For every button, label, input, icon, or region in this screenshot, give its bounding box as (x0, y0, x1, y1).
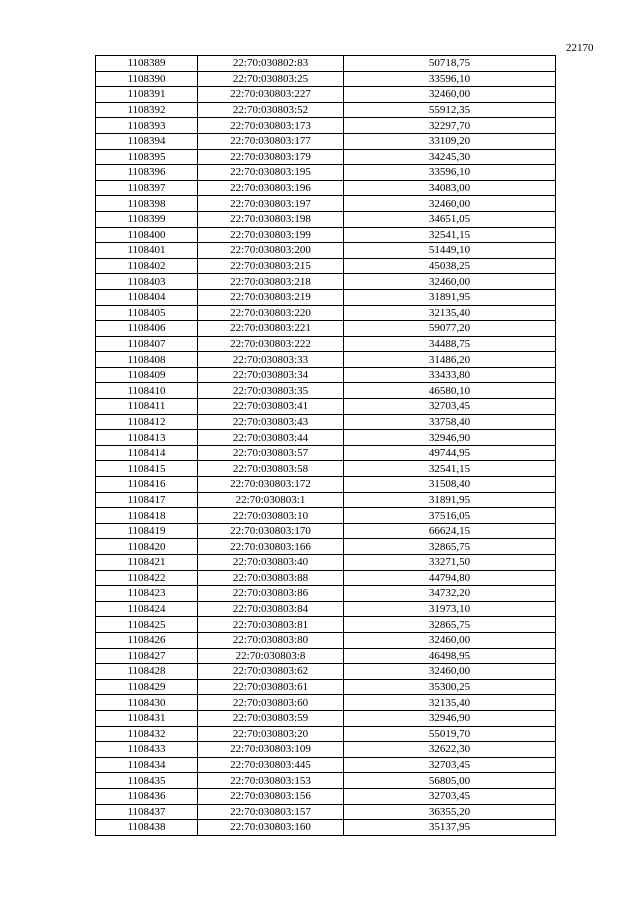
cadastral-number-cell: 22:70:030803:166 (198, 539, 344, 555)
record-number-cell: 1108424 (96, 601, 198, 617)
table-row (96, 648, 556, 664)
record-number-cell: 1108396 (96, 165, 198, 181)
record-number-cell: 1108430 (96, 695, 198, 711)
cadastral-number-cell: 22:70:030803:220 (198, 305, 344, 321)
record-number-cell: 1108418 (96, 508, 198, 524)
table-row (96, 492, 556, 508)
record-number-cell: 1108438 (96, 820, 198, 836)
cadastral-number-cell: 22:70:030803:196 (198, 180, 344, 196)
cadastral-number-cell: 22:70:030803:1 (198, 492, 344, 508)
table-row (96, 243, 556, 259)
value-cell: 32135,40 (344, 695, 556, 711)
cadastral-number-cell: 22:70:030803:197 (198, 196, 344, 212)
cadastral-number-cell: 22:70:030803:227 (198, 87, 344, 103)
cadastral-number-cell: 22:70:030803:222 (198, 336, 344, 352)
record-number-cell: 1108437 (96, 804, 198, 820)
record-number-cell: 1108406 (96, 321, 198, 337)
record-number-cell: 1108419 (96, 523, 198, 539)
value-cell: 32297,70 (344, 118, 556, 134)
value-cell: 66624,15 (344, 523, 556, 539)
records-table-body (96, 56, 556, 836)
record-number-cell: 1108413 (96, 430, 198, 446)
value-cell: 32460,00 (344, 196, 556, 212)
table-row (96, 211, 556, 227)
table-row (96, 336, 556, 352)
table-row (96, 586, 556, 602)
table-row (96, 710, 556, 726)
table-row (96, 274, 556, 290)
records-table (95, 55, 556, 836)
cadastral-number-cell: 22:70:030803:179 (198, 149, 344, 165)
table-row (96, 367, 556, 383)
table-row (96, 477, 556, 493)
cadastral-number-cell: 22:70:030803:173 (198, 118, 344, 134)
value-cell: 51449,10 (344, 243, 556, 259)
cadastral-number-cell: 22:70:030803:157 (198, 804, 344, 820)
record-number-cell: 1108412 (96, 414, 198, 430)
cadastral-number-cell: 22:70:030803:8 (198, 648, 344, 664)
record-number-cell: 1108429 (96, 679, 198, 695)
value-cell: 32865,75 (344, 617, 556, 633)
record-number-cell: 1108404 (96, 289, 198, 305)
cadastral-number-cell: 22:70:030803:88 (198, 570, 344, 586)
record-number-cell: 1108434 (96, 757, 198, 773)
value-cell: 49744,95 (344, 445, 556, 461)
cadastral-number-cell: 22:70:030803:44 (198, 430, 344, 446)
record-number-cell: 1108414 (96, 445, 198, 461)
value-cell: 33596,10 (344, 71, 556, 87)
table-row (96, 102, 556, 118)
value-cell: 32460,00 (344, 632, 556, 648)
table-row (96, 632, 556, 648)
record-number-cell: 1108433 (96, 742, 198, 758)
value-cell: 37516,05 (344, 508, 556, 524)
cadastral-number-cell: 22:70:030803:41 (198, 399, 344, 415)
record-number-cell: 1108390 (96, 71, 198, 87)
value-cell: 32703,45 (344, 757, 556, 773)
record-number-cell: 1108402 (96, 258, 198, 274)
cadastral-number-cell: 22:70:030803:215 (198, 258, 344, 274)
table-row (96, 461, 556, 477)
table-row (96, 289, 556, 305)
table-row (96, 773, 556, 789)
table-row (96, 508, 556, 524)
table-row (96, 352, 556, 368)
cadastral-number-cell: 22:70:030803:52 (198, 102, 344, 118)
cadastral-number-cell: 22:70:030803:60 (198, 695, 344, 711)
cadastral-number-cell: 22:70:030803:25 (198, 71, 344, 87)
cadastral-number-cell: 22:70:030803:160 (198, 820, 344, 836)
table-row (96, 165, 556, 181)
value-cell: 32946,90 (344, 430, 556, 446)
record-number-cell: 1108420 (96, 539, 198, 555)
cadastral-number-cell: 22:70:030802:83 (198, 56, 344, 72)
cadastral-number-cell: 22:70:030803:80 (198, 632, 344, 648)
cadastral-number-cell: 22:70:030803:43 (198, 414, 344, 430)
record-number-cell: 1108409 (96, 367, 198, 383)
table-row (96, 383, 556, 399)
record-number-cell: 1108416 (96, 477, 198, 493)
value-cell: 32460,00 (344, 274, 556, 290)
value-cell: 36355,20 (344, 804, 556, 820)
value-cell: 59077,20 (344, 321, 556, 337)
record-number-cell: 1108395 (96, 149, 198, 165)
record-number-cell: 1108403 (96, 274, 198, 290)
table-row (96, 71, 556, 87)
table-row (96, 196, 556, 212)
record-number-cell: 1108423 (96, 586, 198, 602)
record-number-cell: 1108427 (96, 648, 198, 664)
cadastral-number-cell: 22:70:030803:20 (198, 726, 344, 742)
cadastral-number-cell: 22:70:030803:10 (198, 508, 344, 524)
cadastral-number-cell: 22:70:030803:109 (198, 742, 344, 758)
cadastral-number-cell: 22:70:030803:34 (198, 367, 344, 383)
table-row (96, 118, 556, 134)
table-row (96, 617, 556, 633)
record-number-cell: 1108391 (96, 87, 198, 103)
value-cell: 55912,35 (344, 102, 556, 118)
table-row (96, 555, 556, 571)
table-row (96, 180, 556, 196)
value-cell: 32541,15 (344, 227, 556, 243)
cadastral-number-cell: 22:70:030803:58 (198, 461, 344, 477)
cadastral-number-cell: 22:70:030803:61 (198, 679, 344, 695)
table-row (96, 570, 556, 586)
record-number-cell: 1108428 (96, 664, 198, 680)
value-cell: 34651,05 (344, 211, 556, 227)
cadastral-number-cell: 22:70:030803:218 (198, 274, 344, 290)
table-row (96, 430, 556, 446)
record-number-cell: 1108397 (96, 180, 198, 196)
table-row (96, 56, 556, 72)
record-number-cell: 1108410 (96, 383, 198, 399)
value-cell: 32865,75 (344, 539, 556, 555)
table-row (96, 133, 556, 149)
value-cell: 44794,80 (344, 570, 556, 586)
record-number-cell: 1108426 (96, 632, 198, 648)
table-row (96, 726, 556, 742)
cadastral-number-cell: 22:70:030803:177 (198, 133, 344, 149)
table-row (96, 523, 556, 539)
table-row (96, 399, 556, 415)
cadastral-number-cell: 22:70:030803:84 (198, 601, 344, 617)
table-row (96, 695, 556, 711)
record-number-cell: 1108401 (96, 243, 198, 259)
value-cell: 35300,25 (344, 679, 556, 695)
cadastral-number-cell: 22:70:030803:57 (198, 445, 344, 461)
table-row (96, 539, 556, 555)
value-cell: 34732,20 (344, 586, 556, 602)
value-cell: 31973,10 (344, 601, 556, 617)
record-number-cell: 1108417 (96, 492, 198, 508)
value-cell: 32460,00 (344, 87, 556, 103)
record-number-cell: 1108422 (96, 570, 198, 586)
cadastral-number-cell: 22:70:030803:59 (198, 710, 344, 726)
table-row (96, 445, 556, 461)
cadastral-number-cell: 22:70:030803:199 (198, 227, 344, 243)
cadastral-number-cell: 22:70:030803:170 (198, 523, 344, 539)
value-cell: 33109,20 (344, 133, 556, 149)
record-number-cell: 1108398 (96, 196, 198, 212)
value-cell: 56805,00 (344, 773, 556, 789)
record-number-cell: 1108394 (96, 133, 198, 149)
record-number-cell: 1108393 (96, 118, 198, 134)
record-number-cell: 1108392 (96, 102, 198, 118)
record-number-cell: 1108435 (96, 773, 198, 789)
value-cell: 31486,20 (344, 352, 556, 368)
value-cell: 32460,00 (344, 664, 556, 680)
table-row (96, 664, 556, 680)
record-number-cell: 1108399 (96, 211, 198, 227)
cadastral-number-cell: 22:70:030803:219 (198, 289, 344, 305)
record-number-cell: 1108425 (96, 617, 198, 633)
record-number-cell: 1108415 (96, 461, 198, 477)
cadastral-number-cell: 22:70:030803:153 (198, 773, 344, 789)
cadastral-number-cell: 22:70:030803:221 (198, 321, 344, 337)
table-row (96, 227, 556, 243)
value-cell: 34488,75 (344, 336, 556, 352)
value-cell: 46580,10 (344, 383, 556, 399)
value-cell: 32135,40 (344, 305, 556, 321)
value-cell: 46498,95 (344, 648, 556, 664)
cadastral-number-cell: 22:70:030803:40 (198, 555, 344, 571)
value-cell: 33758,40 (344, 414, 556, 430)
record-number-cell: 1108421 (96, 555, 198, 571)
cadastral-number-cell: 22:70:030803:35 (198, 383, 344, 399)
table-row (96, 679, 556, 695)
table-row (96, 149, 556, 165)
cadastral-number-cell: 22:70:030803:62 (198, 664, 344, 680)
record-number-cell: 1108411 (96, 399, 198, 415)
cadastral-number-cell: 22:70:030803:200 (198, 243, 344, 259)
value-cell: 31891,95 (344, 289, 556, 305)
value-cell: 32703,45 (344, 788, 556, 804)
table-row (96, 87, 556, 103)
record-number-cell: 1108405 (96, 305, 198, 321)
value-cell: 33596,10 (344, 165, 556, 181)
table-row (96, 414, 556, 430)
value-cell: 32703,45 (344, 399, 556, 415)
cadastral-number-cell: 22:70:030803:445 (198, 757, 344, 773)
table-row (96, 305, 556, 321)
cadastral-number-cell: 22:70:030803:33 (198, 352, 344, 368)
cadastral-number-cell: 22:70:030803:198 (198, 211, 344, 227)
value-cell: 34083,00 (344, 180, 556, 196)
record-number-cell: 1108436 (96, 788, 198, 804)
value-cell: 31891,95 (344, 492, 556, 508)
value-cell: 32541,15 (344, 461, 556, 477)
value-cell: 33433,80 (344, 367, 556, 383)
table-row (96, 820, 556, 836)
value-cell: 32622,30 (344, 742, 556, 758)
value-cell: 45038,25 (344, 258, 556, 274)
record-number-cell: 1108400 (96, 227, 198, 243)
record-number-cell: 1108432 (96, 726, 198, 742)
table-row (96, 757, 556, 773)
table-row (96, 258, 556, 274)
value-cell: 50718,75 (344, 56, 556, 72)
table-row (96, 321, 556, 337)
record-number-cell: 1108431 (96, 710, 198, 726)
record-number-cell: 1108407 (96, 336, 198, 352)
page-number: 22170 (566, 42, 594, 54)
table-row (96, 601, 556, 617)
record-number-cell: 1108389 (96, 56, 198, 72)
cadastral-number-cell: 22:70:030803:172 (198, 477, 344, 493)
cadastral-number-cell: 22:70:030803:156 (198, 788, 344, 804)
cadastral-number-cell: 22:70:030803:195 (198, 165, 344, 181)
value-cell: 55019,70 (344, 726, 556, 742)
value-cell: 34245,30 (344, 149, 556, 165)
cadastral-number-cell: 22:70:030803:81 (198, 617, 344, 633)
table-row (96, 804, 556, 820)
table-row (96, 788, 556, 804)
cadastral-number-cell: 22:70:030803:86 (198, 586, 344, 602)
value-cell: 32946,90 (344, 710, 556, 726)
record-number-cell: 1108408 (96, 352, 198, 368)
value-cell: 35137,95 (344, 820, 556, 836)
table-row (96, 742, 556, 758)
value-cell: 31508,40 (344, 477, 556, 493)
value-cell: 33271,50 (344, 555, 556, 571)
